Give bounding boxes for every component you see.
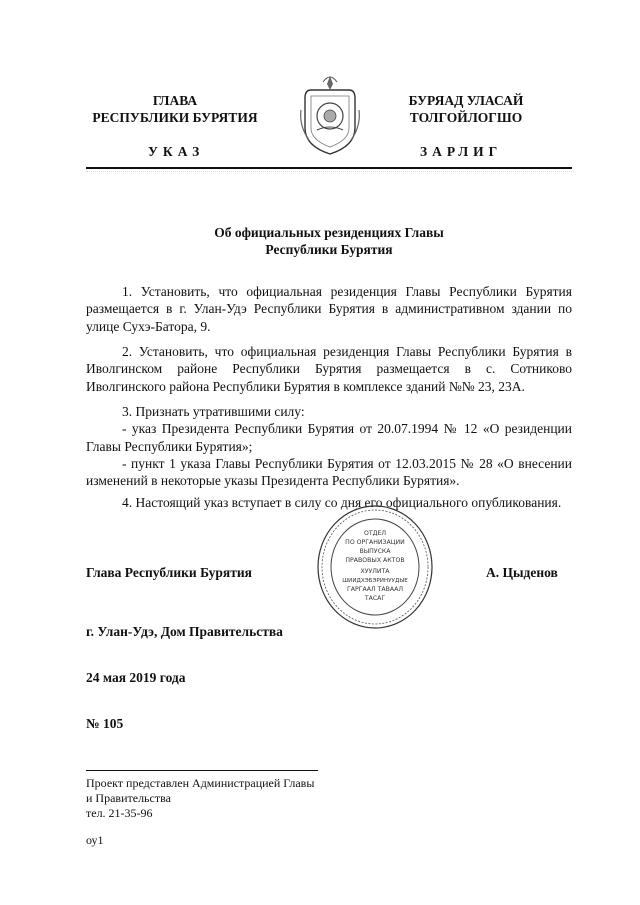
doc-type-left: УКАЗ xyxy=(148,144,205,159)
header-right xyxy=(388,92,544,126)
footer-note xyxy=(86,776,314,821)
signature-name: А. Цыденов xyxy=(486,565,558,580)
paragraph-3-item1: - указ Президента Республики Бурятия от 20.07.1994 № 12 «О резиденции Главы Республики Бурятия»; xyxy=(86,421,572,454)
footer-divider xyxy=(86,770,318,771)
coat-of-arms-icon xyxy=(297,70,363,156)
header-left xyxy=(86,92,264,126)
document-date: 24 мая 2019 года xyxy=(86,670,186,685)
paragraph-1: 1. Установить, что официальная резиденция Главы Республики Бурятия размещается в г. Улан-Удэ Республики Бурятия в административном здании по улице Сухэ-Батора, 9. xyxy=(86,284,572,334)
doc-type-right: ЗАРЛИГ xyxy=(420,144,503,159)
header-right-line2: ТОЛГОЙЛОГШО xyxy=(409,110,523,125)
paragraph-3-item2: - пункт 1 указа Главы Республики Бурятия от 12.03.2015 № 28 «О внесении изменений в некоторые указы Президента Республики Бурятия». xyxy=(86,455,572,489)
footer-line2: и Правительства xyxy=(86,791,171,805)
title-line1: Об официальных резиденциях Главы xyxy=(214,225,444,240)
seal-line1: ОТДЕЛ xyxy=(363,530,387,537)
paragraph-3-intro: 3. Признать утратившими силу: xyxy=(122,404,305,419)
seal-line4: ПРАВОВЫХ АКТОВ xyxy=(345,557,405,564)
header-left-line2: РЕСПУБЛИКИ БУРЯТИЯ xyxy=(92,110,258,125)
signature-position: Глава Республики Бурятия xyxy=(86,565,252,580)
header-left-line1: ГЛАВА xyxy=(152,93,198,108)
header-divider xyxy=(86,167,572,169)
header-right-line1: БУРЯАД УЛАСАЙ xyxy=(408,93,524,108)
title-line2: Республики Бурятия xyxy=(265,242,393,257)
footer-code: оу1 xyxy=(86,833,104,847)
seal-line6: ШИИДХЭБЭРИНУУДЫЕ xyxy=(342,578,408,584)
footer-line3: тел. 21-35-96 xyxy=(86,806,153,820)
document-title xyxy=(86,224,572,258)
seal-line8: ТАСАГ xyxy=(364,595,386,602)
footer-line1: Проект представлен Администрацией Главы xyxy=(86,776,315,790)
place-of-signing: г. Улан-Удэ, Дом Правительства xyxy=(86,624,283,639)
document-number: № 105 xyxy=(86,716,124,731)
seal-line7: ГАРГААЛ ТАВААЛ xyxy=(347,586,403,593)
official-seal-icon xyxy=(315,503,435,631)
header-dotted-divider xyxy=(86,171,572,172)
paragraph-2: 2. Установить, что официальная резиденция Главы Республики Бурятия в Иволгинском районе Республики Бурятия размещается в с. Сотниково Иволгинского района Республики Бурятия в комплексе зданий №№ 23, 23А. xyxy=(86,344,572,394)
paragraph-3 xyxy=(86,403,572,489)
paragraph-4: 4. Настоящий указ вступает в силу со дня его официального опубликования. xyxy=(122,495,562,510)
seal-line5: ХУУЛИТА xyxy=(360,568,390,575)
seal-line2: ПО ОРГАНИЗАЦИИ xyxy=(345,539,405,546)
seal-line3: ВЫПУСКА xyxy=(359,548,391,555)
